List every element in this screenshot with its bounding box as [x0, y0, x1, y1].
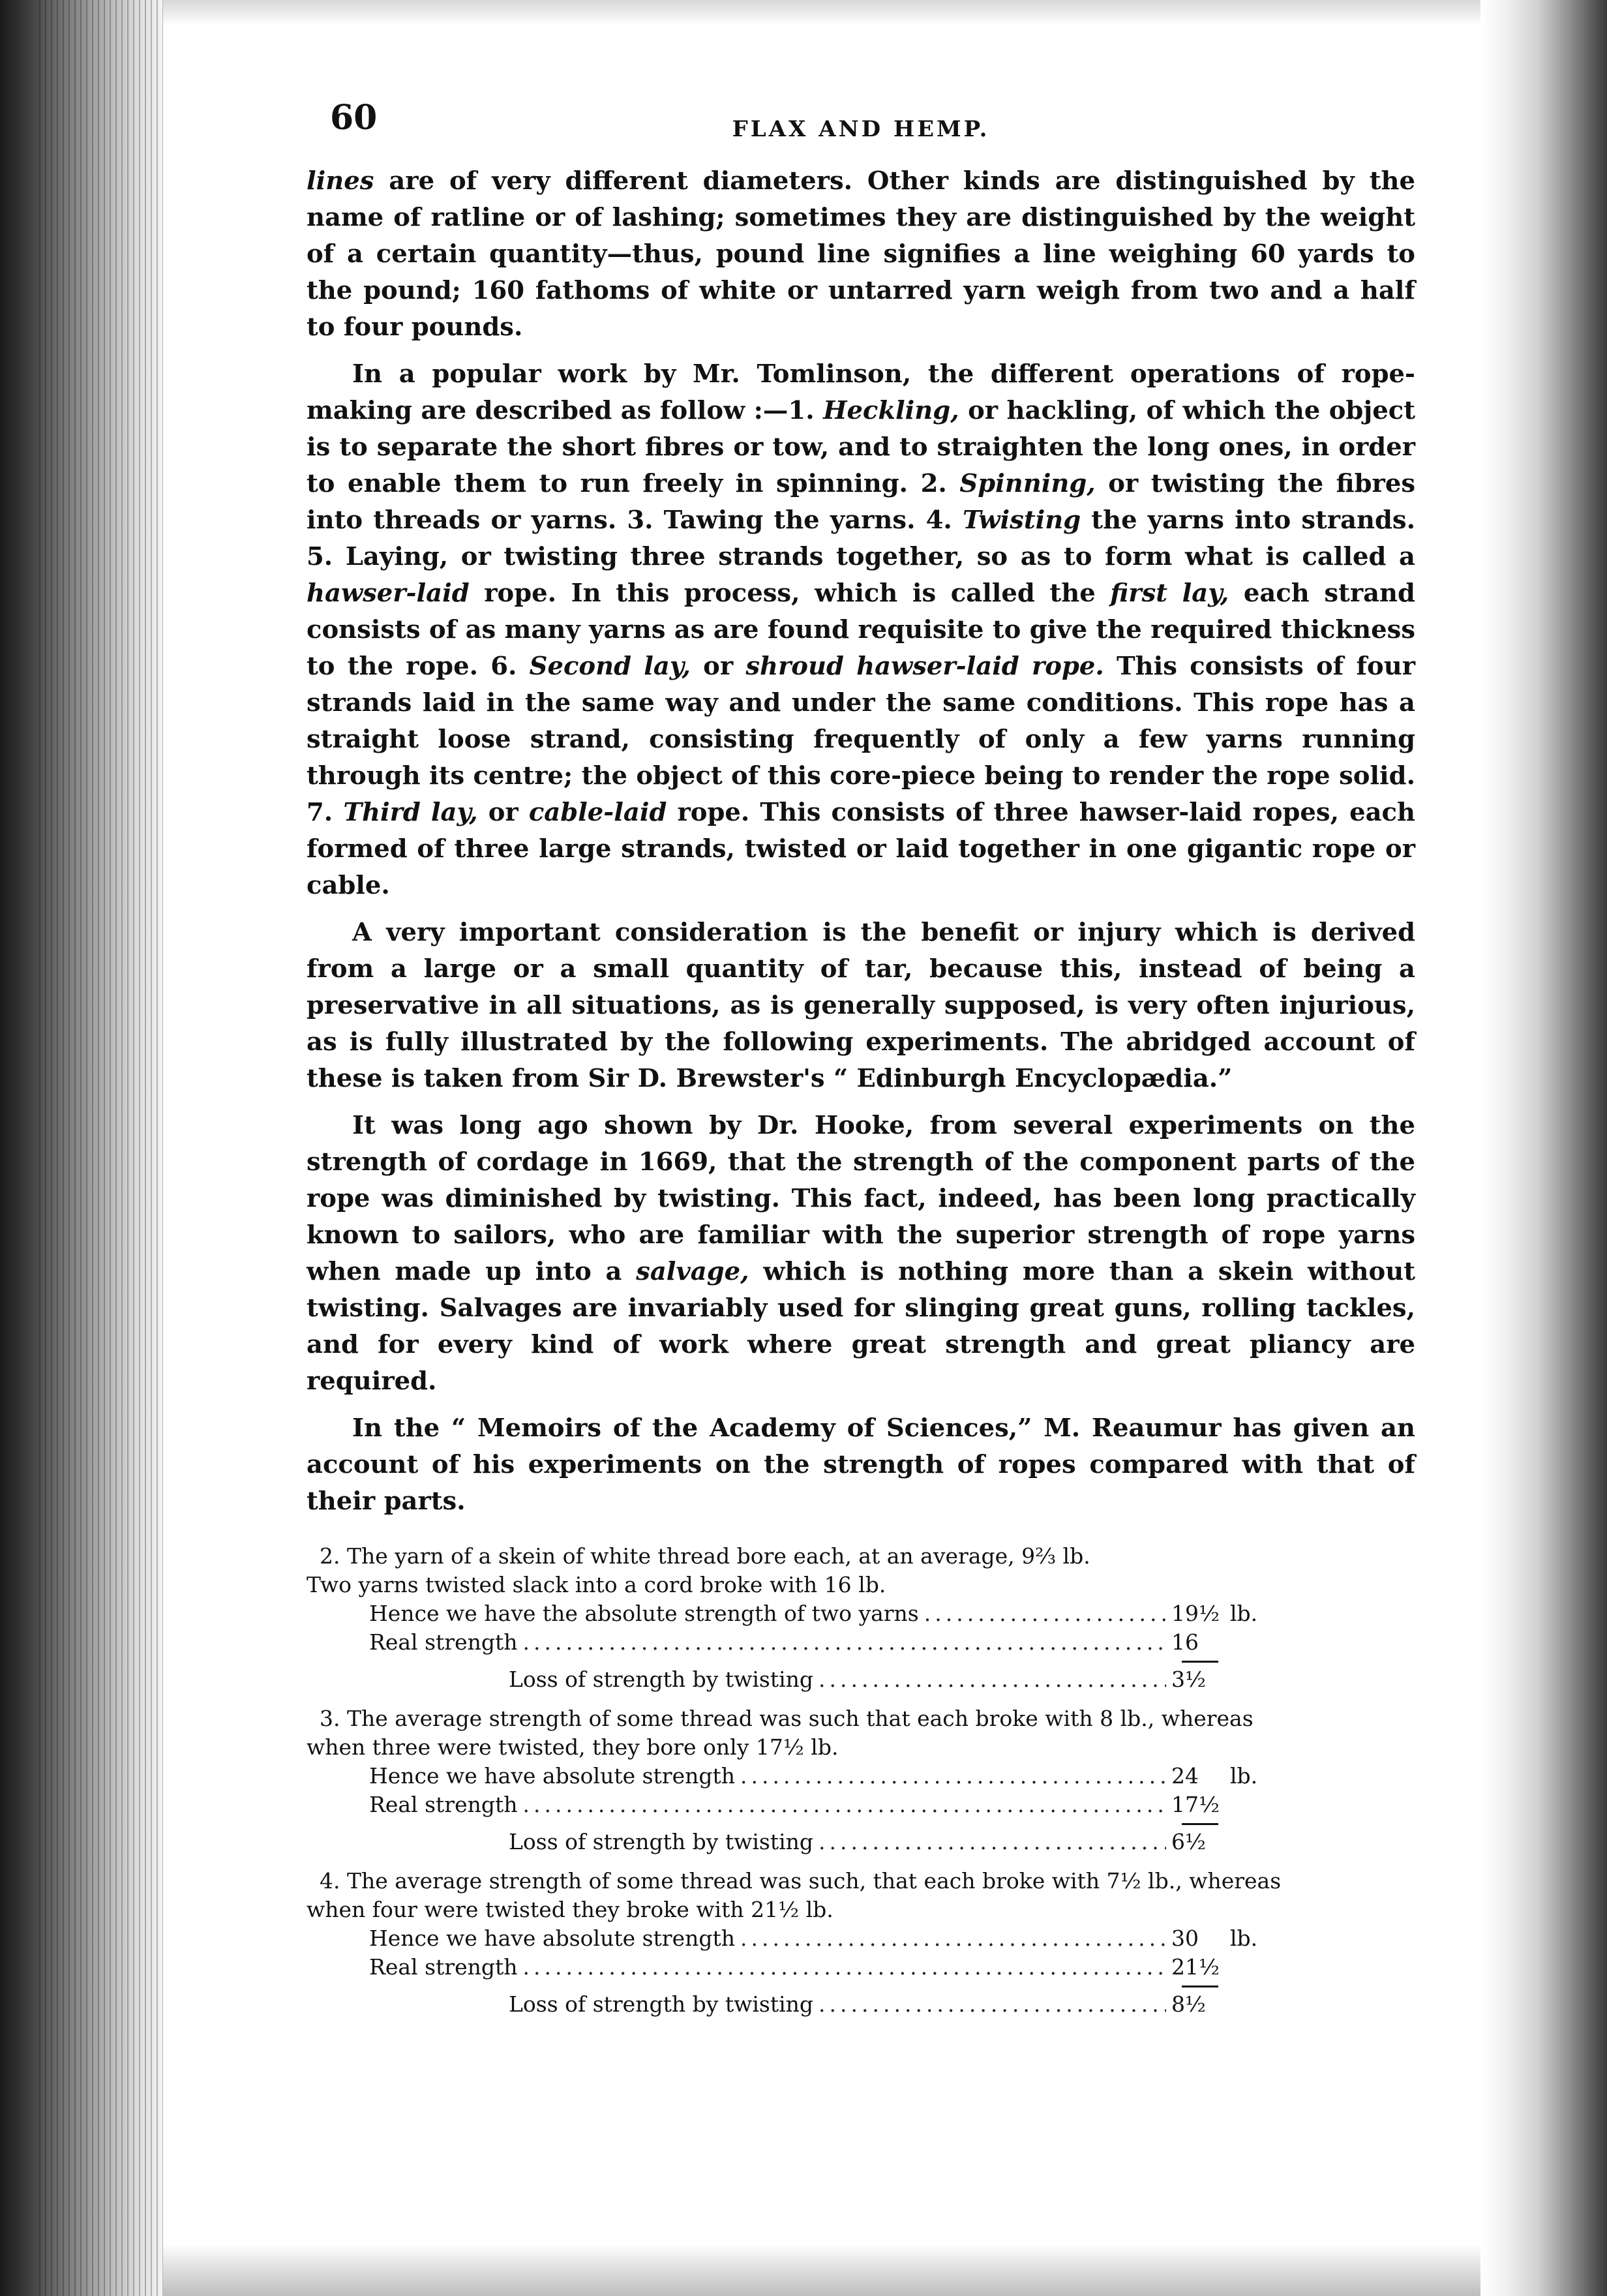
text-run: each strand consists of as many yarns as are found requisite to give the required thickness to the rope. 6.	[307, 579, 1415, 681]
experiment-line: when three were twisted, they bore only 17½ lb.	[307, 1734, 839, 1760]
text-run: This consists of four strands laid in the same way and under the same conditions. This rope has a straight loose strand, consisting frequently of only a few yarns running through its centre; the object of this core-piece being to render the rope solid. 7.	[307, 652, 1415, 827]
page-header	[307, 91, 1415, 163]
italic-term: first lay,	[1110, 579, 1229, 608]
italic-term: Twisting	[962, 506, 1081, 535]
leader-dots	[924, 1599, 1166, 1628]
leader-dots	[740, 1762, 1166, 1790]
paragraph	[307, 914, 1415, 1097]
experiment-line: 4. The average strength of some thread was such, that each broke with 7½ lb., whereas	[320, 1868, 1282, 1894]
experiment	[307, 1704, 1415, 1856]
italic-term: hawser-laid	[307, 579, 470, 608]
book-page	[307, 91, 1415, 2029]
loss-row	[509, 1665, 1282, 1694]
subtraction-rule	[1182, 1823, 1218, 1825]
text-run: or	[690, 652, 746, 681]
body-text	[307, 163, 1415, 1520]
leader-dots	[740, 1924, 1166, 1953]
bottom-shadow	[163, 2244, 1480, 2296]
loss-label: Loss of strength by twisting	[509, 1829, 814, 1854]
loss-value: 8½	[1171, 1991, 1206, 2017]
absolute-value: 19½	[1171, 1601, 1220, 1626]
text-run: which is nothing more than a skein without twisting. Salvages are invariably used for slinging great guns, rolling tackles, and for every kind of work where great strength and great pliancy are required.	[307, 1257, 1415, 1396]
subtraction-rule	[1182, 1661, 1218, 1663]
leader-dots	[819, 1665, 1166, 1694]
unit-label: lb.	[1230, 1926, 1258, 1951]
text-run: rope. This consists of three hawser-laid ropes, each formed of three large strands, twisted or laid together in one gigantic rope or cable.	[307, 798, 1415, 900]
experiment	[307, 1542, 1415, 1694]
absolute-value: 24	[1171, 1763, 1199, 1789]
text-run: A very important consideration is the benefit or injury which is derived from a large or a small quantity of tar, because this, instead of being a preservative in all situations, as is generally supposed, is very often injurious, as is fully illustrated by the following experiments. The abridged account of these is taken from Sir D. Brewster's “ Edinburgh Encyclopædia.”	[307, 918, 1415, 1093]
tally	[369, 1924, 1282, 2019]
absolute-row	[369, 1599, 1282, 1628]
loss-value: 6½	[1171, 1829, 1206, 1854]
leader-dots	[523, 1790, 1167, 1819]
page-number: 60	[330, 98, 378, 138]
real-label: Real strength	[369, 1629, 518, 1655]
real-label: Real strength	[369, 1792, 518, 1817]
unit-label: lb.	[1230, 1763, 1258, 1789]
tally	[369, 1762, 1282, 1856]
leader-dots	[819, 1828, 1166, 1856]
text-run: It was long ago shown by Dr. Hooke, from several experiments on the strength of cordage in 1669, that the strength of the component parts of the rope was diminished by twisting. This fact, indeed, has been long practically known to sailors, who are familiar with the superior strength of rope yarns when made up into a	[307, 1111, 1415, 1286]
running-title: FLAX AND HEMP.	[732, 116, 990, 142]
loss-value: 3½	[1171, 1667, 1206, 1692]
text-run: are of very different diameters. Other kinds are distinguished by the name of ratline or of lashing; sometimes they are distinguished by the weight of a certain quantity—thus, pound line signifies a line weighing 60 yards to the pound; 160 fathoms of white or untarred yarn weigh from two and a half to four pounds.	[307, 166, 1415, 342]
experiment-line: Two yarns twisted slack into a cord broke with 16 lb.	[307, 1572, 886, 1597]
paragraph	[307, 1410, 1415, 1520]
right-edge-shadow	[1480, 0, 1607, 2296]
experiment-line: 2. The yarn of a skein of white thread bore each, at an average, 9⅔ lb.	[320, 1543, 1090, 1569]
paragraph	[307, 1108, 1415, 1400]
subtraction-rule	[1182, 1986, 1218, 1987]
italic-term: Heckling,	[823, 396, 959, 425]
paragraph	[307, 356, 1415, 904]
real-value: 16	[1171, 1629, 1199, 1655]
text-run: In the “ Memoirs of the Academy of Sciences,” M. Reaumur has given an account of his experiments on the strength of ropes compared with that of their parts.	[307, 1413, 1415, 1516]
text-run: or	[477, 798, 529, 827]
top-shadow	[163, 0, 1480, 26]
italic-term: shroud hawser-laid rope.	[745, 652, 1104, 681]
leader-dots	[523, 1953, 1167, 1982]
loss-label: Loss of strength by twisting	[509, 1991, 814, 2017]
italic-term: Spinning,	[959, 469, 1096, 498]
text-run: In a popular work by Mr. Tomlinson, the different operations of rope-making are described as follow :—1.	[307, 359, 1415, 425]
real-row	[369, 1790, 1282, 1819]
paragraph	[307, 163, 1415, 346]
absolute-label: Hence we have the absolute strength of two yarns	[369, 1601, 919, 1626]
real-value: 21½	[1171, 1954, 1220, 1980]
absolute-label: Hence we have absolute strength	[369, 1763, 735, 1789]
text-run: rope. In this process, which is called the	[469, 579, 1111, 608]
loss-label: Loss of strength by twisting	[509, 1667, 814, 1692]
real-value: 17½	[1171, 1792, 1220, 1817]
tally	[369, 1599, 1282, 1694]
loss-row	[509, 1990, 1282, 2019]
page-edges	[39, 0, 163, 2296]
absolute-label: Hence we have absolute strength	[369, 1926, 735, 1951]
leader-dots	[819, 1990, 1166, 2019]
experiment-line: when four were twisted they broke with 21½ lb.	[307, 1897, 834, 1922]
leader-dots	[523, 1628, 1167, 1657]
italic-term: lines	[307, 166, 374, 196]
absolute-row	[369, 1924, 1282, 1953]
italic-term: salvage,	[636, 1257, 749, 1286]
text-run: the yarns into strands. 5. Laying, or twisting three strands together, so as to form what is called a	[307, 506, 1415, 571]
italic-term: Second lay,	[529, 652, 691, 681]
experiment	[307, 1867, 1415, 2019]
loss-row	[509, 1828, 1282, 1856]
real-label: Real strength	[369, 1954, 518, 1980]
text-run: or twisting the fibres into threads or yarns. 3. Tawing the yarns. 4.	[307, 469, 1416, 535]
absolute-row	[369, 1762, 1282, 1790]
experiments-section	[307, 1542, 1415, 2019]
text-run: or hackling, of which the object is to separate the short fibres or tow, and to straighten the long ones, in order to enable them to run freely in spinning. 2.	[307, 396, 1415, 498]
absolute-value: 30	[1171, 1926, 1199, 1951]
real-row	[369, 1628, 1282, 1657]
unit-label: lb.	[1230, 1601, 1258, 1626]
real-row	[369, 1953, 1282, 1982]
experiment-line: 3. The average strength of some thread was such that each broke with 8 lb., whereas	[320, 1706, 1254, 1731]
italic-term: Third lay,	[343, 798, 478, 827]
italic-term: cable-laid	[528, 798, 667, 827]
